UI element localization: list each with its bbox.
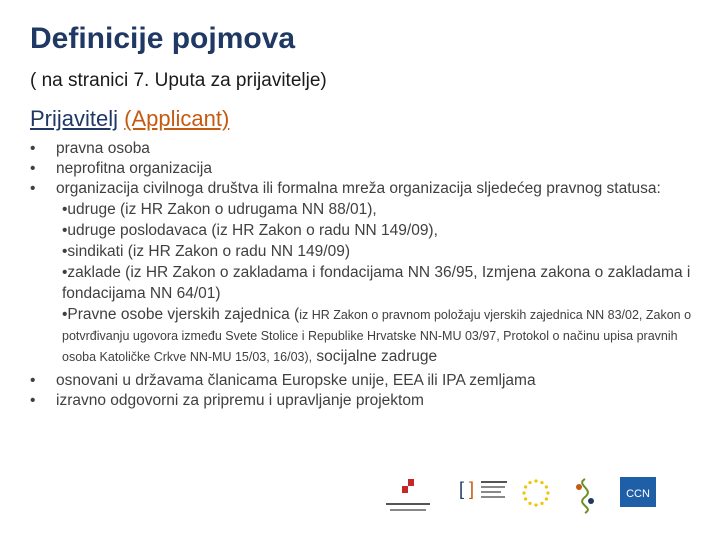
bullet-marker: • bbox=[30, 180, 36, 197]
slide-title: Definicije pojmova bbox=[30, 22, 296, 55]
list-item-text: pravna osoba bbox=[56, 140, 150, 157]
bullet-marker: • bbox=[30, 160, 36, 177]
svg-text:]: ] bbox=[469, 479, 475, 499]
sub-item: •udruge (iz HR Zakon o udrugama NN 88/01), bbox=[62, 201, 377, 218]
sub-item: •sindikati (iz HR Zakon o radu NN 149/09) bbox=[62, 243, 350, 260]
list-item-text: neprofitna organizacija bbox=[56, 160, 212, 177]
sub-item: •zaklade (iz HR Zakon o zakladama i fondacijama NN 36/95, Izmjena zakona o zakladama i fondacijama NN 64/01) bbox=[62, 264, 691, 302]
definition-list bbox=[30, 139, 700, 411]
religious-detail: iz HR Zakon o pravnom položaju vjerskih zajednica NN 83/02, Zakon o potvrđivanju ugovora između Svete Stolice i Republike Hrvatske NN-MU 03/97, Protokol o načinu upisa pravnih osoba Katoličke Crkve NN-MU 15/03, 16/03), bbox=[62, 308, 692, 364]
bullet-marker: • bbox=[30, 372, 36, 389]
list-item bbox=[30, 179, 700, 367]
list-item bbox=[30, 139, 700, 159]
civil-society-foundation-logo bbox=[455, 475, 511, 517]
ccn-logo bbox=[618, 475, 658, 517]
list-item bbox=[30, 391, 700, 411]
sub-item: •udruge poslodavaca (iz HR Zakon o radu NN 149/09), bbox=[62, 222, 438, 239]
croatian-government-logo bbox=[380, 475, 436, 517]
svg-text:CCN: CCN bbox=[626, 488, 650, 500]
religious-lead: •Pravne osobe vjerskih zajednica ( bbox=[62, 306, 300, 323]
heading-accent: (Applicant) bbox=[124, 106, 230, 131]
list-item bbox=[30, 371, 700, 391]
svg-text:[: [ bbox=[459, 479, 465, 499]
eu-stars-logo bbox=[518, 475, 554, 511]
ornamental-logo bbox=[565, 475, 605, 517]
footer-logos bbox=[360, 475, 660, 525]
religious-tail: socijalne zadruge bbox=[312, 348, 438, 365]
bullet-marker: • bbox=[30, 392, 36, 409]
heading-main: Prijavitelj bbox=[30, 106, 119, 131]
list-item-text: osnovani u državama članicama Europske unije, EEA ili IPA zemljama bbox=[56, 372, 536, 389]
list-item-text: organizacija civilnoga društva ili formalna mreža organizacija sljedećeg pravnog statusa: bbox=[56, 180, 661, 197]
sub-item-religious bbox=[56, 304, 700, 367]
slide-subtitle: ( na stranici 7. Uputa za prijavitelje) bbox=[30, 70, 327, 91]
list-item bbox=[30, 159, 700, 179]
section-heading bbox=[30, 106, 229, 132]
bullet-marker: • bbox=[30, 140, 36, 157]
list-item-text: izravno odgovorni za pripremu i upravljanje projektom bbox=[56, 392, 424, 409]
